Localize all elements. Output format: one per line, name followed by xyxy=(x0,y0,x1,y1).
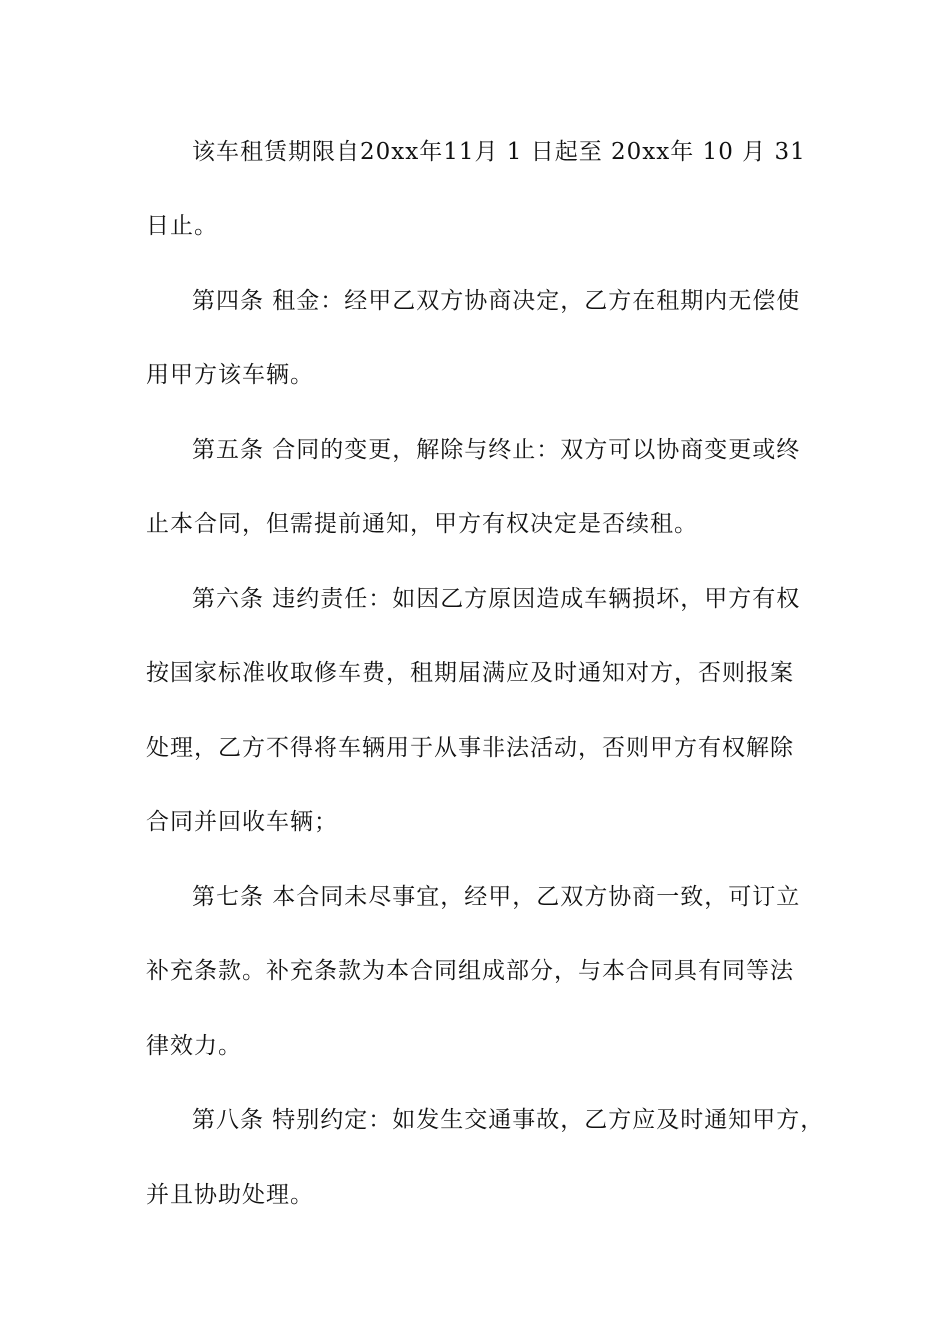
article-8-heading-line: 第八条 特别约定：如发生交通事故，乙方应及时通知甲方， xyxy=(192,1107,825,1133)
article-6-heading-line: 第六条 违约责任：如因乙方原因造成车辆损坏，甲方有权 xyxy=(192,586,801,612)
paragraph-line: 该车租赁期限自20xx年11月 1 日起至 20xx年 10 月 31 xyxy=(192,139,806,165)
article-4-heading-line: 第四条 租金：经甲乙双方协商决定，乙方在租期内无偿使 xyxy=(192,288,801,314)
paragraph-line: 按国家标准收取修车费，租期届满应及时通知对方，否则报案 xyxy=(146,660,794,686)
paragraph-line: 补充条款。补充条款为本合同组成部分，与本合同具有同等法 xyxy=(146,958,794,984)
article-7-heading-line: 第七条 本合同未尽事宜，经甲，乙双方协商一致，可订立 xyxy=(192,884,801,910)
paragraph-line: 并且协助处理。 xyxy=(146,1182,314,1208)
paragraph-line: 日止。 xyxy=(146,213,218,239)
paragraph-line: 用甲方该车辆。 xyxy=(146,362,314,388)
paragraph-line: 处理，乙方不得将车辆用于从事非法活动，否则甲方有权解除 xyxy=(146,735,794,761)
paragraph-line: 合同并回收车辆； xyxy=(146,809,338,835)
paragraph-line: 律效力。 xyxy=(146,1033,242,1059)
article-5-heading-line: 第五条 合同的变更，解除与终止：双方可以协商变更或终 xyxy=(192,437,801,463)
paragraph-line: 止本合同，但需提前通知，甲方有权决定是否续租。 xyxy=(146,511,698,537)
